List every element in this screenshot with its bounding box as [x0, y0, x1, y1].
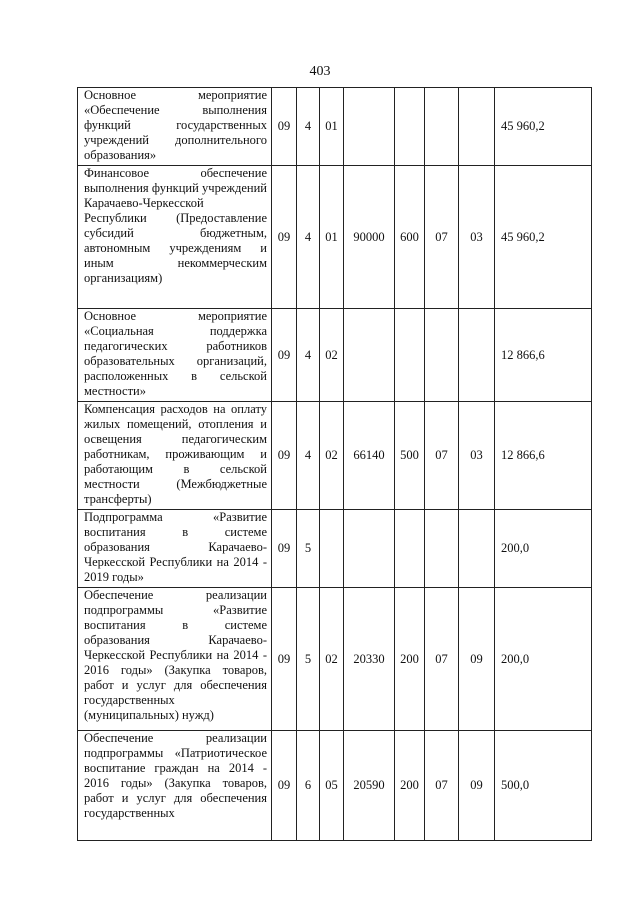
- row-description: Подпрограмма «Развитие воспитания в системе образования Карачаево-Черкесской Республики на 2014 - 2019 годы»: [78, 510, 272, 588]
- cell-amount: 200,0: [495, 510, 592, 588]
- table-row: [78, 309, 592, 402]
- cell-program-code: 4: [297, 88, 320, 166]
- cell-program-code: 4: [297, 166, 320, 309]
- row-description: Финансовое обеспечение выполнения функций учреждений Карачаево-Черкесской Республики (Предоставление субсидий бюджетным, автономным учреждениям и иным некоммерческим организациям): [78, 166, 272, 309]
- cell-subprogram-code: 02: [320, 588, 344, 731]
- row-description: Компенсация расходов на оплату жилых помещений, отопления и освещения педагогическим работникам, проживающим и работающим в сельской местности (Межбюджетные трансферты): [78, 402, 272, 510]
- table-row: [78, 510, 592, 588]
- cell-direction-code: 20330: [344, 588, 395, 731]
- cell-expense-type: 200: [395, 588, 425, 731]
- cell-amount: 12 866,6: [495, 309, 592, 402]
- budget-table: [77, 87, 592, 841]
- cell-direction-code: [344, 88, 395, 166]
- cell-section: 07: [425, 166, 459, 309]
- cell-section: 07: [425, 731, 459, 841]
- cell-amount: 45 960,2: [495, 88, 592, 166]
- cell-amount: 12 866,6: [495, 402, 592, 510]
- page-number: 403: [309, 64, 331, 79]
- table-row: [78, 588, 592, 731]
- cell-amount: 45 960,2: [495, 166, 592, 309]
- cell-program-code: 4: [297, 309, 320, 402]
- cell-expense-type: [395, 88, 425, 166]
- row-description: Основное мероприятие «Социальная поддержка педагогических работников образовательных организаций, расположенных в сельской местности»: [78, 309, 272, 402]
- cell-subsection: [459, 88, 495, 166]
- cell-expense-type: [395, 510, 425, 588]
- cell-subprogram-code: 02: [320, 402, 344, 510]
- cell-amount: 200,0: [495, 588, 592, 731]
- cell-direction-code: 20590: [344, 731, 395, 841]
- cell-ministry-code: 09: [272, 309, 297, 402]
- cell-subsection: 09: [459, 731, 495, 841]
- cell-subsection: 09: [459, 588, 495, 731]
- cell-section: [425, 309, 459, 402]
- cell-program-code: 4: [297, 402, 320, 510]
- cell-amount: 500,0: [495, 731, 592, 841]
- cell-program-code: 5: [297, 588, 320, 731]
- cell-subprogram-code: 02: [320, 309, 344, 402]
- cell-ministry-code: 09: [272, 402, 297, 510]
- cell-ministry-code: 09: [272, 88, 297, 166]
- cell-program-code: 5: [297, 510, 320, 588]
- cell-ministry-code: 09: [272, 510, 297, 588]
- table-row: [78, 166, 592, 309]
- table-row: [78, 88, 592, 166]
- cell-subprogram-code: 01: [320, 166, 344, 309]
- cell-subprogram-code: [320, 510, 344, 588]
- cell-subsection: [459, 510, 495, 588]
- cell-direction-code: [344, 309, 395, 402]
- table-row: [78, 402, 592, 510]
- cell-section: 07: [425, 588, 459, 731]
- cell-subprogram-code: 01: [320, 88, 344, 166]
- cell-subsection: 03: [459, 402, 495, 510]
- row-description: Основное мероприятие «Обеспечение выполнения функций государственных учреждений дополнительного образования»: [78, 88, 272, 166]
- cell-expense-type: 500: [395, 402, 425, 510]
- cell-ministry-code: 09: [272, 588, 297, 731]
- cell-subprogram-code: 05: [320, 731, 344, 841]
- row-description: Обеспечение реализации подпрограммы «Патриотическое воспитание граждан на 2014 - 2016 годы» (Закупка товаров, работ и услуг для обеспечения государственных: [78, 731, 272, 841]
- cell-section: 07: [425, 402, 459, 510]
- cell-direction-code: [344, 510, 395, 588]
- table-row: [78, 731, 592, 841]
- cell-subsection: [459, 309, 495, 402]
- cell-expense-type: 600: [395, 166, 425, 309]
- cell-expense-type: [395, 309, 425, 402]
- cell-direction-code: 90000: [344, 166, 395, 309]
- cell-ministry-code: 09: [272, 731, 297, 841]
- cell-program-code: 6: [297, 731, 320, 841]
- cell-section: [425, 88, 459, 166]
- row-description: Обеспечение реализации подпрограммы «Развитие воспитания в системе образования Карачаево-Черкесской Республики на 2014 - 2016 годы» (Закупка товаров, работ и услуг для обеспечения государственных (муниципальных) нужд): [78, 588, 272, 731]
- cell-direction-code: 66140: [344, 402, 395, 510]
- cell-ministry-code: 09: [272, 166, 297, 309]
- cell-subsection: 03: [459, 166, 495, 309]
- cell-expense-type: 200: [395, 731, 425, 841]
- cell-section: [425, 510, 459, 588]
